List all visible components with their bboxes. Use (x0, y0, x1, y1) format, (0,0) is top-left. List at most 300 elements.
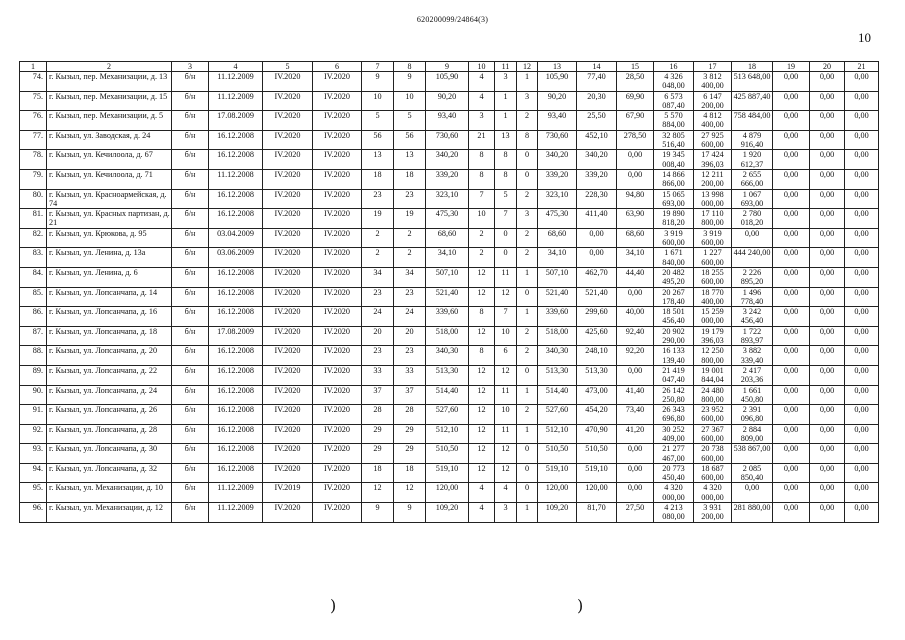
row-number-cell: 80. (20, 189, 47, 209)
residents-to-relocate-cell: 18 (394, 169, 426, 189)
cost-extra-1-cell: 0,00 (773, 267, 810, 287)
planned-date-cell: IV.2020 (263, 150, 313, 170)
cost-extra-1-cell: 0,00 (773, 91, 810, 111)
area-private-cell: 462,70 (577, 267, 617, 287)
document-date-cell: 16.12.2008 (209, 130, 263, 150)
document-number-cell: б/н (172, 228, 209, 248)
cost-extra-3-cell: 0,00 (845, 248, 879, 268)
cost-extra-1-cell: 0,00 (773, 130, 810, 150)
area-private-cell: 411,40 (577, 209, 617, 229)
cost-local-cell: 425 887,40 (732, 91, 773, 111)
document-number-cell: б/н (172, 91, 209, 111)
total-area-cell: 339,60 (426, 307, 469, 327)
cost-extra-2-cell: 0,00 (810, 405, 845, 425)
rooms-private-cell: 11 (495, 385, 517, 405)
total-area-cell: 339,20 (426, 169, 469, 189)
cost-local-cell: 0,00 (732, 483, 773, 503)
resettlement-date-cell: IV.2020 (313, 189, 362, 209)
row-number-cell: 95. (20, 483, 47, 503)
cost-extra-2-cell: 0,00 (810, 307, 845, 327)
document-number-cell: б/н (172, 307, 209, 327)
area-private-cell: 454,20 (577, 405, 617, 425)
table-row (20, 346, 879, 366)
rooms-private-cell: 6 (495, 346, 517, 366)
area-municipal-cell: 92,20 (617, 346, 654, 366)
table-row (20, 189, 879, 209)
total-area-cell: 323,10 (426, 189, 469, 209)
cost-local-cell: 281 880,00 (732, 503, 773, 523)
total-area-cell: 340,20 (426, 150, 469, 170)
row-number-cell: 85. (20, 287, 47, 307)
cost-local-cell: 2 655 666,00 (732, 169, 773, 189)
cost-regional-cell: 3 812 400,00 (694, 72, 732, 92)
area-municipal-cell: 41,20 (617, 424, 654, 444)
rooms-municipal-cell: 3 (517, 209, 538, 229)
column-number: 20 (810, 62, 845, 72)
residents-count-cell: 18 (362, 169, 394, 189)
rooms-total-cell: 7 (469, 189, 495, 209)
residents-count-cell: 34 (362, 267, 394, 287)
document-number-cell: б/н (172, 72, 209, 92)
planned-date-cell: IV.2020 (263, 248, 313, 268)
area-municipal-cell: 0,00 (617, 150, 654, 170)
rooms-private-cell: 12 (495, 365, 517, 385)
area-municipal-cell: 0,00 (617, 287, 654, 307)
column-number: 2 (47, 62, 172, 72)
cost-regional-cell: 4 320 000,00 (694, 483, 732, 503)
area-private-cell: 228,30 (577, 189, 617, 209)
area-private-cell: 0,00 (577, 228, 617, 248)
cost-extra-2-cell: 0,00 (810, 503, 845, 523)
resettlement-date-cell: IV.2020 (313, 130, 362, 150)
area-private-cell: 521,40 (577, 287, 617, 307)
rooms-total-cell: 2 (469, 228, 495, 248)
column-number: 3 (172, 62, 209, 72)
document-number-cell: б/н (172, 346, 209, 366)
area-to-relocate-cell: 519,10 (538, 463, 577, 483)
column-number: 17 (694, 62, 732, 72)
residents-to-relocate-cell: 9 (394, 72, 426, 92)
address-cell: г. Кызыл, пер. Механизации, д. 5 (47, 111, 172, 131)
residents-count-cell: 10 (362, 91, 394, 111)
area-to-relocate-cell: 109,20 (538, 503, 577, 523)
residents-count-cell: 5 (362, 111, 394, 131)
residents-to-relocate-cell: 34 (394, 267, 426, 287)
cost-extra-2-cell: 0,00 (810, 326, 845, 346)
address-cell: г. Кызыл, ул. Лопсанчапа, д. 14 (47, 287, 172, 307)
residents-to-relocate-cell: 19 (394, 209, 426, 229)
resettlement-date-cell: IV.2020 (313, 326, 362, 346)
area-to-relocate-cell: 68,60 (538, 228, 577, 248)
area-to-relocate-cell: 730,60 (538, 130, 577, 150)
cost-extra-1-cell: 0,00 (773, 307, 810, 327)
cost-local-cell: 1 722 893,97 (732, 326, 773, 346)
cost-extra-1-cell: 0,00 (773, 248, 810, 268)
rooms-total-cell: 12 (469, 287, 495, 307)
document-number-cell: б/н (172, 189, 209, 209)
area-to-relocate-cell: 475,30 (538, 209, 577, 229)
total-cost-cell: 20 482 495,20 (654, 267, 694, 287)
table-row (20, 91, 879, 111)
rooms-private-cell: 12 (495, 444, 517, 464)
residents-count-cell: 12 (362, 483, 394, 503)
rooms-total-cell: 2 (469, 248, 495, 268)
row-number-cell: 81. (20, 209, 47, 229)
document-date-cell: 16.12.2008 (209, 385, 263, 405)
cost-extra-1-cell: 0,00 (773, 169, 810, 189)
area-private-cell: 339,20 (577, 169, 617, 189)
residents-to-relocate-cell: 29 (394, 444, 426, 464)
document-id: 620200099/24864(3) (416, 15, 489, 24)
rooms-municipal-cell: 0 (517, 169, 538, 189)
cost-extra-3-cell: 0,00 (845, 463, 879, 483)
cost-regional-cell: 19 001 844,04 (694, 365, 732, 385)
planned-date-cell: IV.2020 (263, 209, 313, 229)
rooms-total-cell: 4 (469, 503, 495, 523)
residents-to-relocate-cell: 13 (394, 150, 426, 170)
total-area-cell: 109,20 (426, 503, 469, 523)
document-date-cell: 11.12.2009 (209, 91, 263, 111)
document-date-cell: 03.04.2009 (209, 228, 263, 248)
document-number-cell: б/н (172, 463, 209, 483)
cost-extra-1-cell: 0,00 (773, 365, 810, 385)
residents-count-cell: 13 (362, 150, 394, 170)
resettlement-date-cell: IV.2020 (313, 444, 362, 464)
document-number-cell: б/н (172, 111, 209, 131)
document-number-cell: б/н (172, 385, 209, 405)
rooms-total-cell: 8 (469, 169, 495, 189)
document-number-cell: б/н (172, 444, 209, 464)
resettlement-date-cell: IV.2020 (313, 111, 362, 131)
area-private-cell: 120,00 (577, 483, 617, 503)
cost-local-cell: 513 648,00 (732, 72, 773, 92)
table-row (20, 307, 879, 327)
rooms-total-cell: 10 (469, 209, 495, 229)
area-private-cell: 473,00 (577, 385, 617, 405)
cost-local-cell: 1 496 778,40 (732, 287, 773, 307)
document-number-cell: б/н (172, 248, 209, 268)
area-private-cell: 77,40 (577, 72, 617, 92)
total-cost-cell: 21 419 047,40 (654, 365, 694, 385)
rooms-municipal-cell: 1 (517, 424, 538, 444)
rooms-municipal-cell: 1 (517, 267, 538, 287)
table-row (20, 463, 879, 483)
total-area-cell: 105,90 (426, 72, 469, 92)
area-municipal-cell: 278,50 (617, 130, 654, 150)
total-cost-cell: 16 133 139,40 (654, 346, 694, 366)
residents-to-relocate-cell: 33 (394, 365, 426, 385)
total-cost-cell: 1 671 840,00 (654, 248, 694, 268)
document-date-cell: 16.12.2008 (209, 463, 263, 483)
area-to-relocate-cell: 323,10 (538, 189, 577, 209)
resettlement-date-cell: IV.2020 (313, 483, 362, 503)
planned-date-cell: IV.2020 (263, 189, 313, 209)
resettlement-date-cell: IV.2020 (313, 248, 362, 268)
table-row (20, 365, 879, 385)
residents-to-relocate-cell: 5 (394, 111, 426, 131)
document-date-cell: 11.12.2009 (209, 72, 263, 92)
cost-extra-2-cell: 0,00 (810, 385, 845, 405)
address-cell: г. Кызыл, ул. Лопсанчапа, д. 26 (47, 405, 172, 425)
area-to-relocate-cell: 521,40 (538, 287, 577, 307)
footer-mark-right: ) (577, 596, 584, 615)
total-cost-cell: 3 919 600,00 (654, 228, 694, 248)
planned-date-cell: IV.2019 (263, 483, 313, 503)
residents-to-relocate-cell: 12 (394, 483, 426, 503)
area-private-cell: 510,50 (577, 444, 617, 464)
row-number-cell: 86. (20, 307, 47, 327)
cost-extra-1-cell: 0,00 (773, 111, 810, 131)
rooms-total-cell: 21 (469, 130, 495, 150)
column-number: 21 (845, 62, 879, 72)
total-cost-cell: 19 890 818,20 (654, 209, 694, 229)
rooms-total-cell: 4 (469, 483, 495, 503)
area-municipal-cell: 69,90 (617, 91, 654, 111)
cost-extra-1-cell: 0,00 (773, 287, 810, 307)
cost-regional-cell: 18 770 400,00 (694, 287, 732, 307)
cost-extra-1-cell: 0,00 (773, 483, 810, 503)
row-number-cell: 88. (20, 346, 47, 366)
total-area-cell: 475,30 (426, 209, 469, 229)
residents-to-relocate-cell: 56 (394, 130, 426, 150)
residents-count-cell: 37 (362, 385, 394, 405)
residents-count-cell: 33 (362, 365, 394, 385)
cost-extra-2-cell: 0,00 (810, 72, 845, 92)
rooms-total-cell: 8 (469, 346, 495, 366)
document-number-cell: б/н (172, 267, 209, 287)
residents-count-cell: 20 (362, 326, 394, 346)
cost-extra-3-cell: 0,00 (845, 91, 879, 111)
cost-extra-2-cell: 0,00 (810, 346, 845, 366)
rooms-private-cell: 3 (495, 72, 517, 92)
column-number: 19 (773, 62, 810, 72)
cost-local-cell: 1 661 450,80 (732, 385, 773, 405)
rooms-municipal-cell: 2 (517, 228, 538, 248)
document-date-cell: 03.06.2009 (209, 248, 263, 268)
cost-regional-cell: 3 919 600,00 (694, 228, 732, 248)
rooms-municipal-cell: 2 (517, 111, 538, 131)
area-municipal-cell: 92,40 (617, 326, 654, 346)
rooms-municipal-cell: 2 (517, 326, 538, 346)
column-number: 10 (469, 62, 495, 72)
area-private-cell: 452,10 (577, 130, 617, 150)
resettlement-date-cell: IV.2020 (313, 228, 362, 248)
address-cell: г. Кызыл, ул. Красных партизан, д. 21 (47, 209, 172, 229)
column-number: 1 (20, 62, 47, 72)
rooms-municipal-cell: 1 (517, 307, 538, 327)
cost-extra-1-cell: 0,00 (773, 385, 810, 405)
residents-to-relocate-cell: 23 (394, 346, 426, 366)
address-cell: г. Кызыл, ул. Ленина, д. 13а (47, 248, 172, 268)
residents-to-relocate-cell: 9 (394, 503, 426, 523)
rooms-private-cell: 5 (495, 189, 517, 209)
cost-regional-cell: 13 998 000,00 (694, 189, 732, 209)
cost-local-cell: 3 882 339,40 (732, 346, 773, 366)
cost-extra-3-cell: 0,00 (845, 346, 879, 366)
rooms-municipal-cell: 8 (517, 130, 538, 150)
cost-local-cell: 758 484,00 (732, 111, 773, 131)
address-cell: г. Кызыл, ул. Лопсанчапа, д. 24 (47, 385, 172, 405)
residents-to-relocate-cell: 29 (394, 424, 426, 444)
row-number-cell: 76. (20, 111, 47, 131)
cost-extra-1-cell: 0,00 (773, 444, 810, 464)
cost-extra-3-cell: 0,00 (845, 150, 879, 170)
cost-extra-3-cell: 0,00 (845, 483, 879, 503)
row-number-cell: 93. (20, 444, 47, 464)
table-row (20, 72, 879, 92)
total-cost-cell: 30 252 409,00 (654, 424, 694, 444)
table-row (20, 267, 879, 287)
residents-count-cell: 23 (362, 287, 394, 307)
residents-to-relocate-cell: 18 (394, 463, 426, 483)
total-area-cell: 93,40 (426, 111, 469, 131)
planned-date-cell: IV.2020 (263, 130, 313, 150)
residents-to-relocate-cell: 28 (394, 405, 426, 425)
cost-regional-cell: 12 250 800,00 (694, 346, 732, 366)
rooms-municipal-cell: 2 (517, 248, 538, 268)
rooms-total-cell: 8 (469, 307, 495, 327)
row-number-cell: 74. (20, 72, 47, 92)
cost-extra-3-cell: 0,00 (845, 169, 879, 189)
document-number-cell: б/н (172, 365, 209, 385)
cost-regional-cell: 17 110 800,00 (694, 209, 732, 229)
document-date-cell: 11.12.2008 (209, 169, 263, 189)
document-date-cell: 16.12.2008 (209, 189, 263, 209)
rooms-private-cell: 0 (495, 228, 517, 248)
resettlement-date-cell: IV.2020 (313, 169, 362, 189)
row-number-cell: 92. (20, 424, 47, 444)
total-cost-cell: 26 343 696,80 (654, 405, 694, 425)
table-row (20, 111, 879, 131)
cost-extra-2-cell: 0,00 (810, 267, 845, 287)
total-area-cell: 90,20 (426, 91, 469, 111)
area-municipal-cell: 94,80 (617, 189, 654, 209)
document-number-cell: б/н (172, 503, 209, 523)
total-cost-cell: 20 902 290,00 (654, 326, 694, 346)
table-row (20, 385, 879, 405)
area-to-relocate-cell: 510,50 (538, 444, 577, 464)
cost-local-cell: 2 884 809,00 (732, 424, 773, 444)
resettlement-date-cell: IV.2020 (313, 405, 362, 425)
rooms-private-cell: 8 (495, 150, 517, 170)
row-number-cell: 84. (20, 267, 47, 287)
resettlement-date-cell: IV.2020 (313, 463, 362, 483)
rooms-municipal-cell: 2 (517, 346, 538, 366)
rooms-total-cell: 12 (469, 405, 495, 425)
rooms-municipal-cell: 0 (517, 287, 538, 307)
address-cell: г. Кызыл, ул. Кечилоола, д. 71 (47, 169, 172, 189)
planned-date-cell: IV.2020 (263, 346, 313, 366)
row-number-cell: 90. (20, 385, 47, 405)
row-number-cell: 79. (20, 169, 47, 189)
table-row (20, 424, 879, 444)
row-number-cell: 96. (20, 503, 47, 523)
total-area-cell: 512,10 (426, 424, 469, 444)
row-number-cell: 77. (20, 130, 47, 150)
cost-extra-3-cell: 0,00 (845, 72, 879, 92)
total-cost-cell: 6 573 087,40 (654, 91, 694, 111)
rooms-private-cell: 7 (495, 209, 517, 229)
address-cell: г. Кызыл, ул. Лопсанчапа, д. 16 (47, 307, 172, 327)
document-number-cell: б/н (172, 483, 209, 503)
cost-regional-cell: 18 687 600,00 (694, 463, 732, 483)
rooms-private-cell: 11 (495, 424, 517, 444)
column-number: 12 (517, 62, 538, 72)
rooms-private-cell: 1 (495, 111, 517, 131)
document-number-cell: б/н (172, 405, 209, 425)
cost-extra-1-cell: 0,00 (773, 503, 810, 523)
rooms-private-cell: 8 (495, 169, 517, 189)
cost-regional-cell: 24 480 800,00 (694, 385, 732, 405)
residents-to-relocate-cell: 2 (394, 228, 426, 248)
cost-extra-2-cell: 0,00 (810, 150, 845, 170)
cost-extra-3-cell: 0,00 (845, 287, 879, 307)
rooms-private-cell: 3 (495, 503, 517, 523)
cost-extra-1-cell: 0,00 (773, 405, 810, 425)
address-cell: г. Кызыл, ул. Красноармейская, д. 74 (47, 189, 172, 209)
address-cell: г. Кызыл, ул. Ленина, д. 6 (47, 267, 172, 287)
table-row (20, 228, 879, 248)
document-date-cell: 16.12.2008 (209, 287, 263, 307)
cost-regional-cell: 15 259 000,00 (694, 307, 732, 327)
table-row (20, 169, 879, 189)
document-number-cell: б/н (172, 209, 209, 229)
document-date-cell: 16.12.2008 (209, 424, 263, 444)
cost-local-cell: 2 226 895,20 (732, 267, 773, 287)
cost-local-cell: 2 780 018,20 (732, 209, 773, 229)
cost-local-cell: 444 240,00 (732, 248, 773, 268)
cost-regional-cell: 20 738 600,00 (694, 444, 732, 464)
total-area-cell: 513,30 (426, 365, 469, 385)
area-municipal-cell: 34,10 (617, 248, 654, 268)
rooms-private-cell: 1 (495, 91, 517, 111)
total-area-cell: 507,10 (426, 267, 469, 287)
cost-regional-cell: 19 179 396,03 (694, 326, 732, 346)
column-number: 7 (362, 62, 394, 72)
cost-local-cell: 0,00 (732, 228, 773, 248)
resettlement-date-cell: IV.2020 (313, 287, 362, 307)
residents-count-cell: 18 (362, 463, 394, 483)
cost-local-cell: 2 417 203,36 (732, 365, 773, 385)
residents-count-cell: 2 (362, 228, 394, 248)
cost-extra-3-cell: 0,00 (845, 189, 879, 209)
area-to-relocate-cell: 90,20 (538, 91, 577, 111)
cost-extra-1-cell: 0,00 (773, 346, 810, 366)
rooms-private-cell: 10 (495, 405, 517, 425)
rooms-municipal-cell: 0 (517, 365, 538, 385)
document-date-cell: 11.12.2009 (209, 503, 263, 523)
row-number-cell: 82. (20, 228, 47, 248)
footer-mark-left: ) (330, 596, 337, 615)
total-area-cell: 519,10 (426, 463, 469, 483)
page-number: 10 (858, 30, 871, 45)
cost-extra-1-cell: 0,00 (773, 463, 810, 483)
cost-local-cell: 1 067 693,00 (732, 189, 773, 209)
residents-count-cell: 29 (362, 444, 394, 464)
residents-to-relocate-cell: 23 (394, 287, 426, 307)
rooms-municipal-cell: 3 (517, 91, 538, 111)
resettlement-date-cell: IV.2020 (313, 72, 362, 92)
cost-extra-1-cell: 0,00 (773, 326, 810, 346)
address-cell: г. Кызыл, ул. Механизации, д. 10 (47, 483, 172, 503)
document-number-cell: б/н (172, 130, 209, 150)
document-date-cell: 17.08.2009 (209, 111, 263, 131)
rooms-private-cell: 11 (495, 267, 517, 287)
document-date-cell: 16.12.2008 (209, 405, 263, 425)
area-to-relocate-cell: 339,60 (538, 307, 577, 327)
address-cell: г. Кызыл, ул. Кечилоола, д. 67 (47, 150, 172, 170)
row-number-cell: 87. (20, 326, 47, 346)
